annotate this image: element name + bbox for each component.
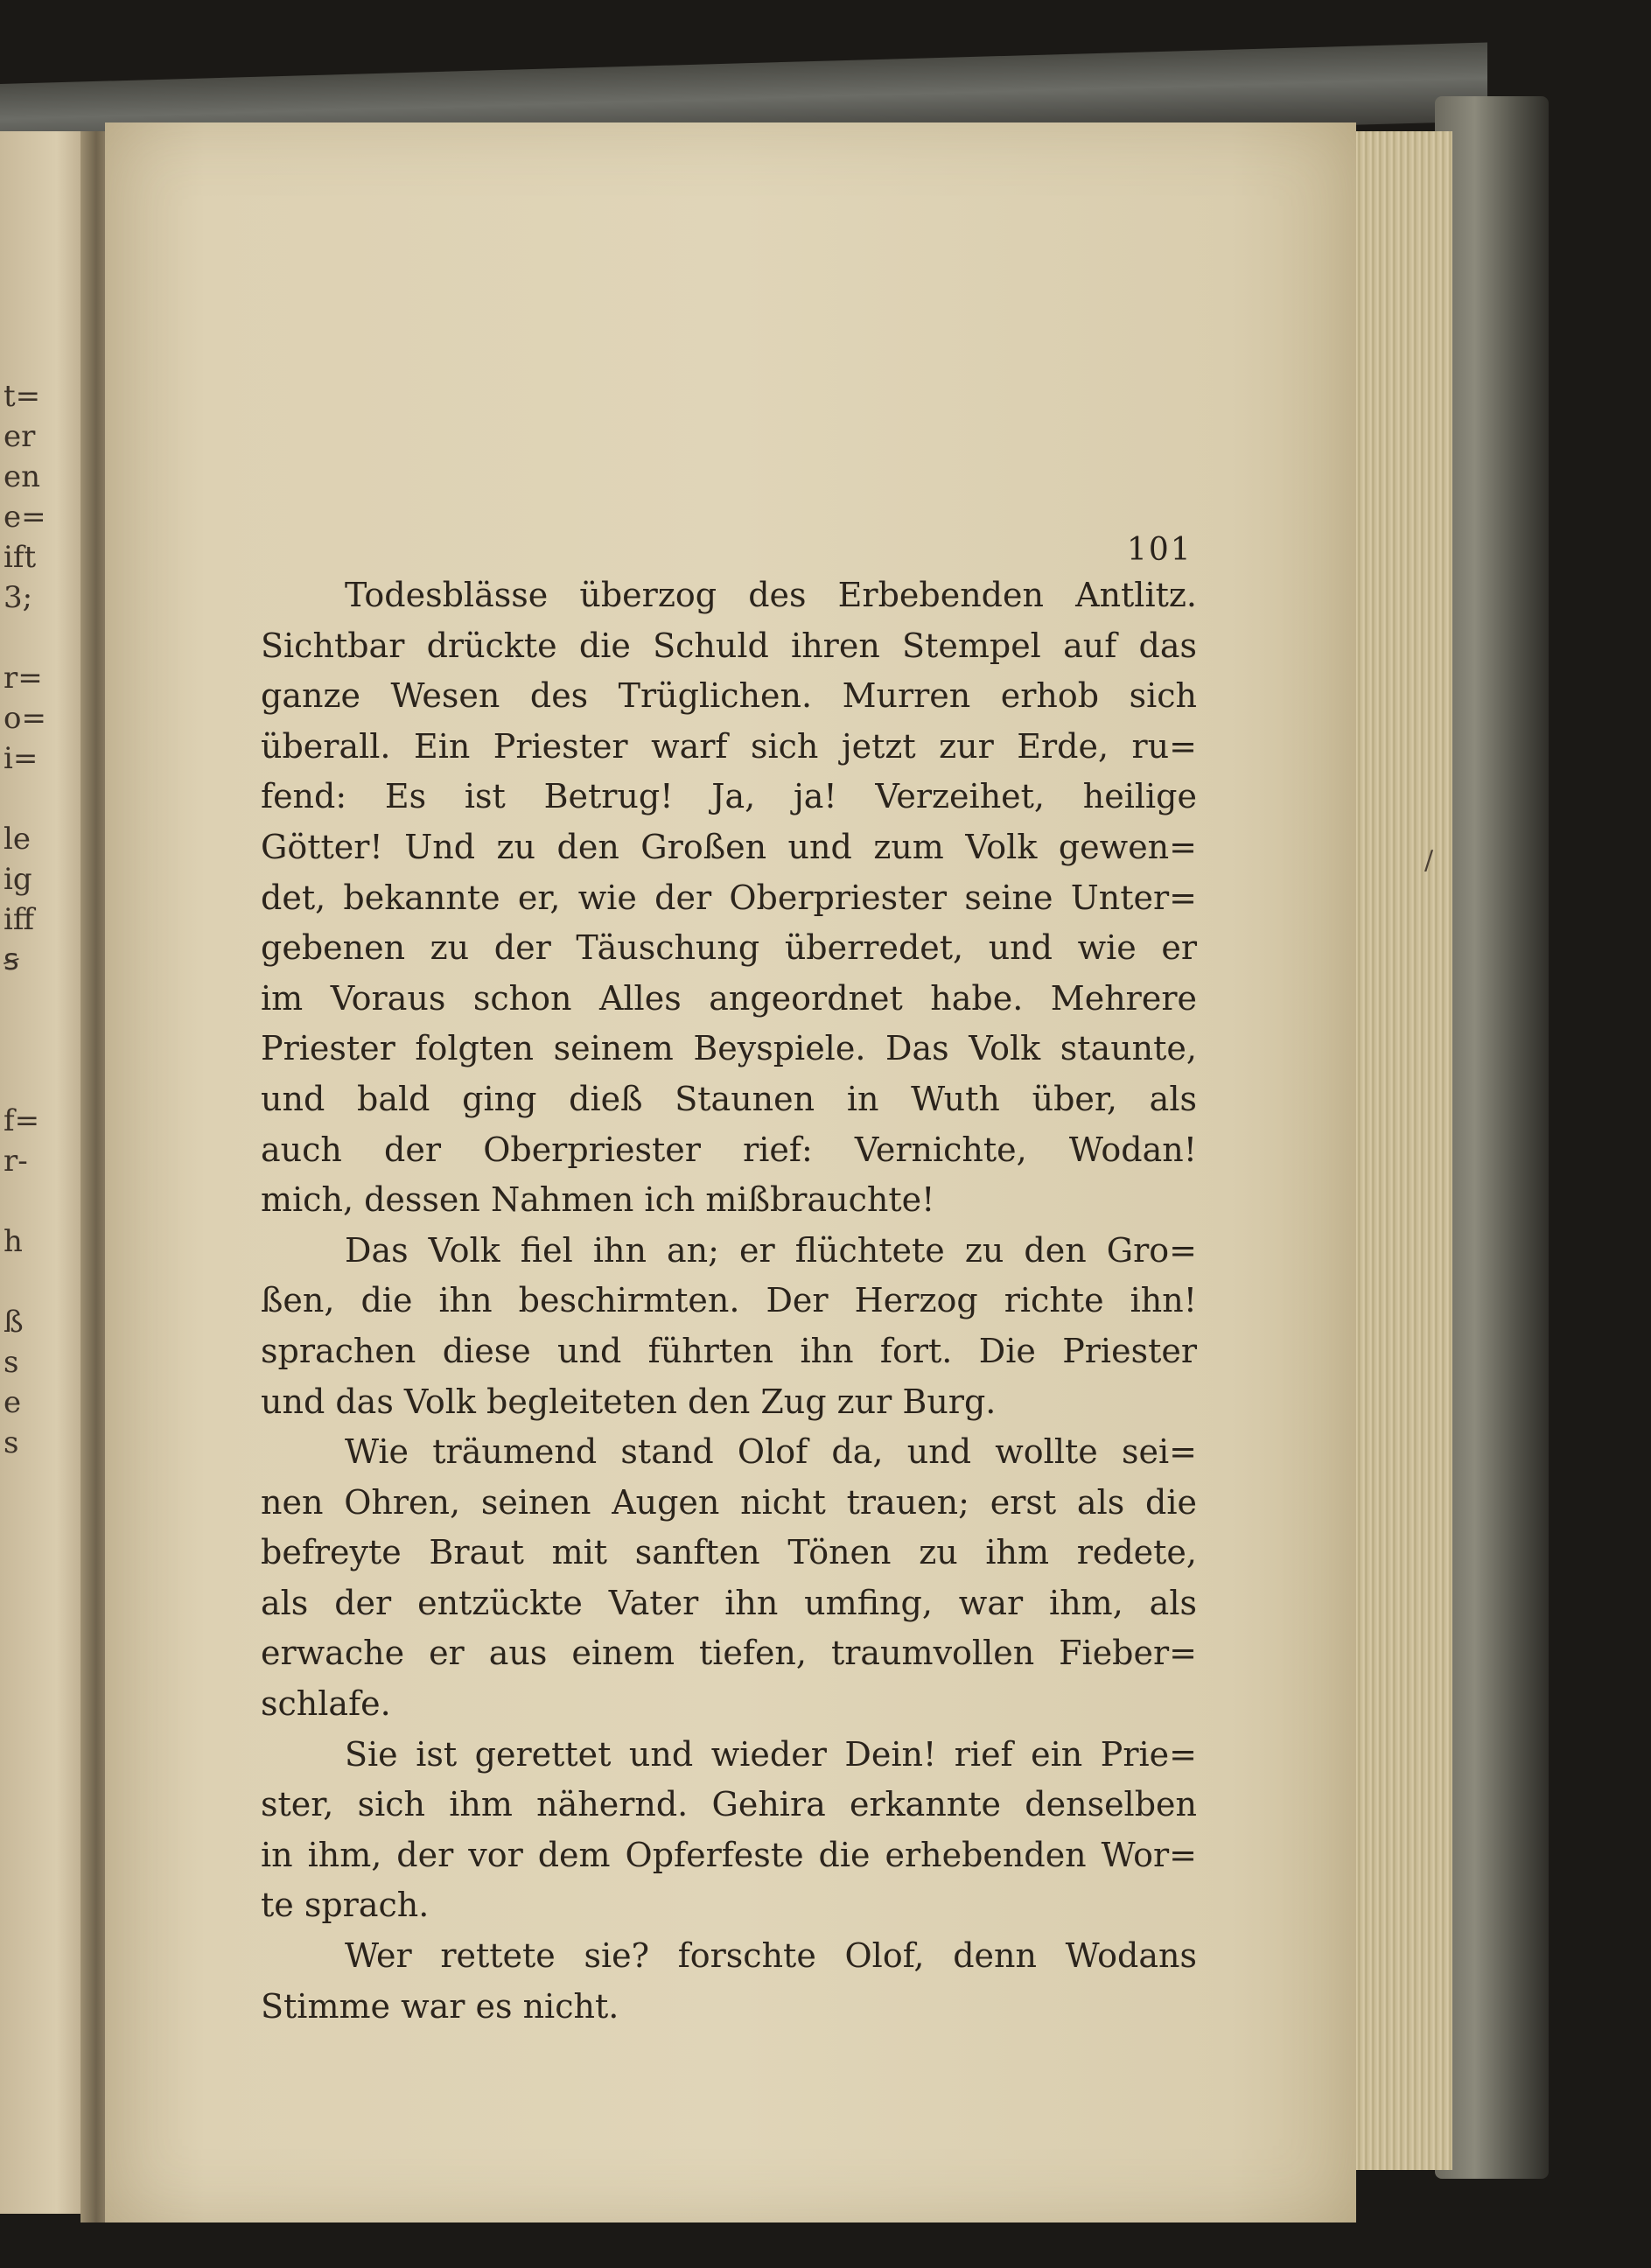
text-line: fend: Es ist Betrug! Ja, ja! Verzeihet, heilige [261,777,1197,816]
left-fragment: s [3,1425,19,1460]
left-fragment [3,779,73,819]
left-fragment: t= [3,379,41,414]
page-text-block [261,570,1197,2032]
text-line: und bald ging dieß Staunen in Wuth über, als [261,1079,1197,1118]
left-fragment [3,1463,73,1503]
text-line: ster, sich ihm nähernd. Gehira erkannte denselben [261,1785,1197,1824]
left-fragment [3,1020,73,1060]
left-fragment [3,1181,73,1222]
text-line: mich, dessen Nahmen ich mißbrauchte! [261,1180,935,1220]
text-line: Priester folgten seinem Beyspiele. Das Volk staunte, [261,1029,1197,1068]
left-fragment: s [3,1345,19,1380]
margin-mark: / [1424,845,1434,876]
left-fragment: er [3,419,36,454]
left-fragment: ꞩ [3,942,19,977]
left-fragment: o= [3,701,46,736]
left-fragment: 3; [3,580,33,615]
text-line: te sprach. [261,1886,430,1925]
text-line: nen Ohren, seinen Augen nicht trauen; erst als die [261,1482,1197,1522]
left-page-text-fragments [3,376,73,1544]
text-line: als der entzückte Vater ihn umfing, war ihm, als [261,1583,1197,1622]
text-line: ßen, die ihn beschirmten. Der Herzog richte ihn! [261,1281,1197,1320]
text-line: überall. Ein Priester warf sich jetzt zur Erde, ru= [261,726,1197,766]
left-fragment: iff [3,902,35,937]
text-line: det, bekannte er, wie der Oberpriester seine Unter= [261,878,1197,917]
left-fragment: en [3,459,41,494]
left-fragment: ig [3,862,32,897]
page-block-edges [1347,131,1452,2170]
left-fragment [3,1503,73,1544]
text-line: gebenen zu der Täuschung überredet, und wie er [261,928,1197,968]
text-line: in ihm, der vor dem Opferfeste die erhebenden Wor= [261,1835,1197,1874]
text-line: Wer rettete sie? forschte Olof, denn Wodans [345,1936,1197,1976]
text-line: und das Volk begleiteten den Zug zur Burg. [261,1382,997,1421]
left-fragment [3,980,73,1020]
right-page [105,122,1434,2222]
text-line: Todesblässe überzog des Erbebenden Antlitz. [345,576,1197,614]
text-line: Wie träumend stand Olof da, und wollte sei= [345,1432,1197,1472]
text-line: erwache er aus einem tiefen, traumvollen Fieber= [261,1634,1197,1673]
left-fragment [3,1060,73,1101]
text-line: schlafe. [261,1684,391,1724]
left-fragment: i= [3,741,38,776]
left-fragment [3,618,73,658]
text-line: Sie ist gerettet und wieder Dein! rief ein Prie= [345,1734,1197,1774]
left-fragment: le [3,822,31,857]
text-line: Das Volk fiel ihn an; er flüchtete zu den Gro= [345,1230,1197,1270]
left-fragment: h [3,1224,23,1259]
text-line: befreyte Braut mit sanften Tönen zu ihm redete, [261,1533,1197,1572]
left-fragment: ß [3,1305,24,1340]
text-line: Stimme war es nicht. [261,1986,619,2026]
text-line: sprachen diese und führten ihn fort. Die Priester [261,1331,1197,1370]
left-fragment: r- [3,1144,28,1179]
left-fragment: e= [3,500,46,535]
text-line: auch der Oberpriester rief: Vernichte, Wodan! [261,1130,1197,1169]
left-fragment: r= [3,661,43,696]
left-fragment: f= [3,1103,40,1138]
page-number: 101 [1127,532,1193,568]
text-line: Sichtbar drückte die Schuld ihren Stempel auf das [261,626,1197,665]
left-fragment: e [3,1385,22,1420]
text-line: im Voraus schon Alles angeordnet habe. Mehrere [261,978,1197,1018]
text-line: ganze Wesen des Trüglichen. Murren erhob sich [261,676,1197,716]
left-fragment: ift [3,540,37,575]
text-line: Götter! Und zu den Großen und zum Volk gewen= [261,827,1197,866]
left-fragment [3,1262,73,1302]
